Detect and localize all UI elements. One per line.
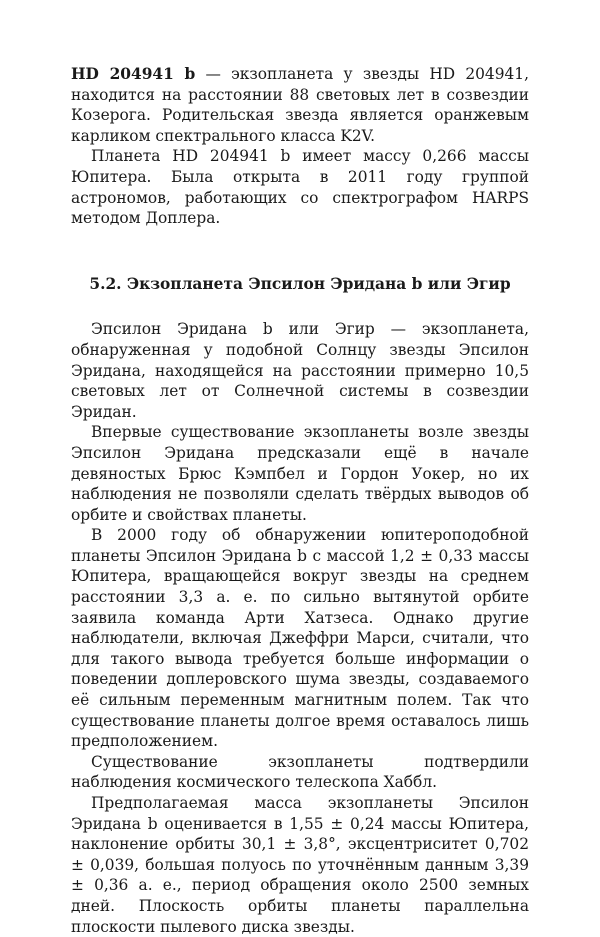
section-paragraph-3: В 2000 году об обнаружении юпитероподобной планеты Эпсилон Эридана b с массой 1,2 ± 0,33 массы Юпитера, вращающейся вокруг звезды на среднем расстоянии 3,3 а. е. по сильно вытянутой орбите заявила команда Арти Хатзеса. Однако другие наблюдатели, включая Джеффри Марси, считали, что для такого вывода требуется больше информации о поведении доплеровского шума звезды, создаваемого её сильным переменным магнитным полем. Так что существование планеты долгое время оставалось лишь предположением. (71, 526, 529, 751)
section-title: 5.2. Экзопланета Эпсилон Эридана b или Эгир (89, 274, 511, 293)
intro-paragraph-1-text: — экзопланета у звезды HD 204941, находится на расстоянии 88 световых лет в созвездии Козерога. Родительская звезда является оранжевым карликом спектрального класса K2V. (71, 65, 529, 145)
section-paragraph-4: Существование экзопланеты подтвердили наблюдения космического телескопа Хаббл. (71, 752, 529, 792)
intro-paragraph-2: Планета HD 204941 b имеет массу 0,266 массы Юпитера. Была открыта в 2011 году группой астрономов, работающих со спектрографом HARPS методом Доплера. (71, 147, 529, 228)
section-paragraph-5: Предполагаемая масса экзопланеты Эпсилон Эридана b оценивается в 1,55 ± 0,24 массы Юпитера, наклонение орбиты 30,1 ± 3,8°, эксцентриситет 0,702 ± 0,039, большая полуось по уточнённым данным 3,39 ± 0,36 а. е., период обращения около 2500 земных дней. Плоскость орбиты планеты параллельна плоскости пылевого диска звезды. (71, 794, 529, 936)
section-paragraph-1: Эпсилон Эридана b или Эгир — экзопланета, обнаруженная у подобной Солнцу звезды Эпсилон Эридана, находящейся на расстоянии примерно 10,5 световых лет от Солнечной системы в созвездии Эридан. (71, 320, 529, 421)
intro-term: HD 204941 b (71, 65, 196, 83)
intro-paragraph-1 (71, 64, 529, 146)
section-paragraph-2: Впервые существование экзопланеты возле звезды Эпсилон Эридана предсказали ещё в начале девяностых Брюс Кэмпбел и Гордон Уокер, но их наблюдения не позволяли сделать твёрдых выводов об орбите и свойствах планеты. (71, 423, 529, 524)
